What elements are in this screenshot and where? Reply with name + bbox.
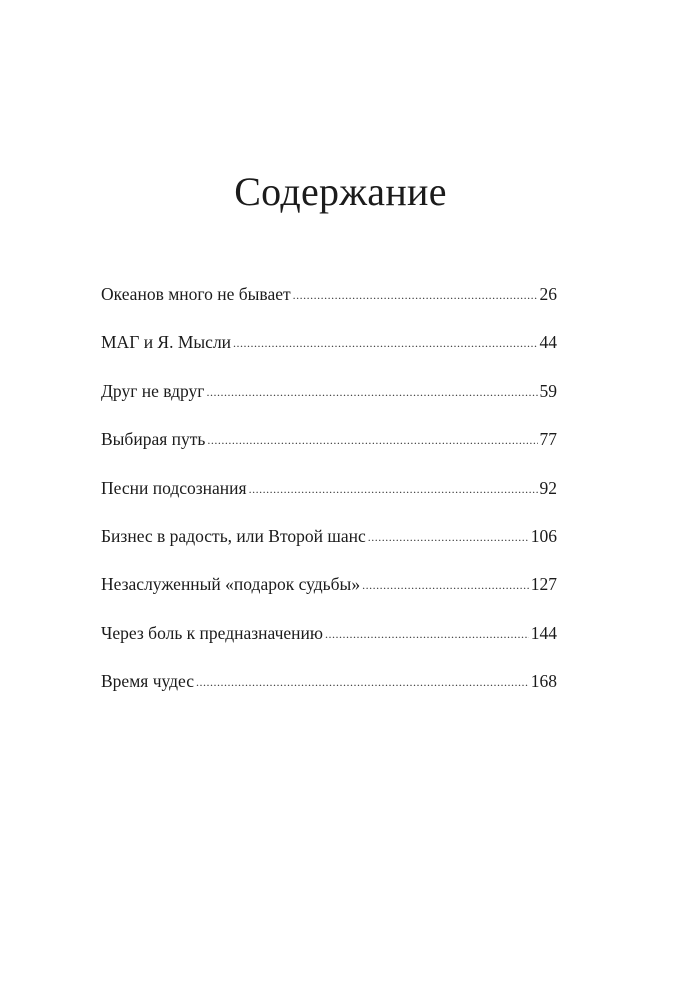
toc-entry xyxy=(101,669,557,717)
toc-entry-page: 168 xyxy=(530,671,557,692)
dot-leader xyxy=(207,428,537,452)
toc-entry-title: Песни подсознания xyxy=(101,477,247,498)
toc-entry-page: 59 xyxy=(539,380,557,401)
toc-entry-title: Выбирая путь xyxy=(101,429,206,450)
dot-leader xyxy=(196,670,529,694)
toc-entry xyxy=(101,379,557,427)
toc-entry-title: Океанов много не бывает xyxy=(101,284,291,304)
toc-entry-page: 77 xyxy=(539,429,557,450)
toc-entry xyxy=(101,330,557,378)
toc-entry xyxy=(101,427,557,475)
toc-entry-page: 26 xyxy=(539,284,557,304)
toc-entry-page: 127 xyxy=(530,574,557,595)
dot-leader xyxy=(206,380,537,404)
toc-entry-title: Друг не вдруг xyxy=(101,380,205,401)
dot-leader xyxy=(249,477,538,501)
toc-entry-page: 144 xyxy=(530,622,557,643)
dot-leader xyxy=(362,573,529,597)
dot-leader xyxy=(325,622,529,646)
page-title: Содержание xyxy=(234,169,447,214)
dot-leader xyxy=(368,525,529,549)
toc-entry-title: Через боль к предназначению xyxy=(101,622,323,643)
dot-leader xyxy=(233,331,537,355)
toc-entry-page: 106 xyxy=(530,525,557,546)
toc-entry xyxy=(101,572,557,620)
toc-entry-title: Незаслуженный «подарок судьбы» xyxy=(101,574,361,595)
toc-entry-page: 92 xyxy=(539,477,557,498)
table-of-contents xyxy=(101,282,557,718)
dot-leader xyxy=(293,283,538,307)
toc-entry xyxy=(101,476,557,524)
toc-entry xyxy=(101,282,557,330)
toc-entry xyxy=(101,524,557,572)
toc-entry-title: Время чудес xyxy=(101,671,195,692)
toc-entry-title: МАГ и Я. Мысли xyxy=(101,332,232,353)
toc-entry xyxy=(101,621,557,669)
toc-entry-title: Бизнес в радость, или Второй шанс xyxy=(101,525,366,546)
toc-entry-page: 44 xyxy=(539,332,557,353)
